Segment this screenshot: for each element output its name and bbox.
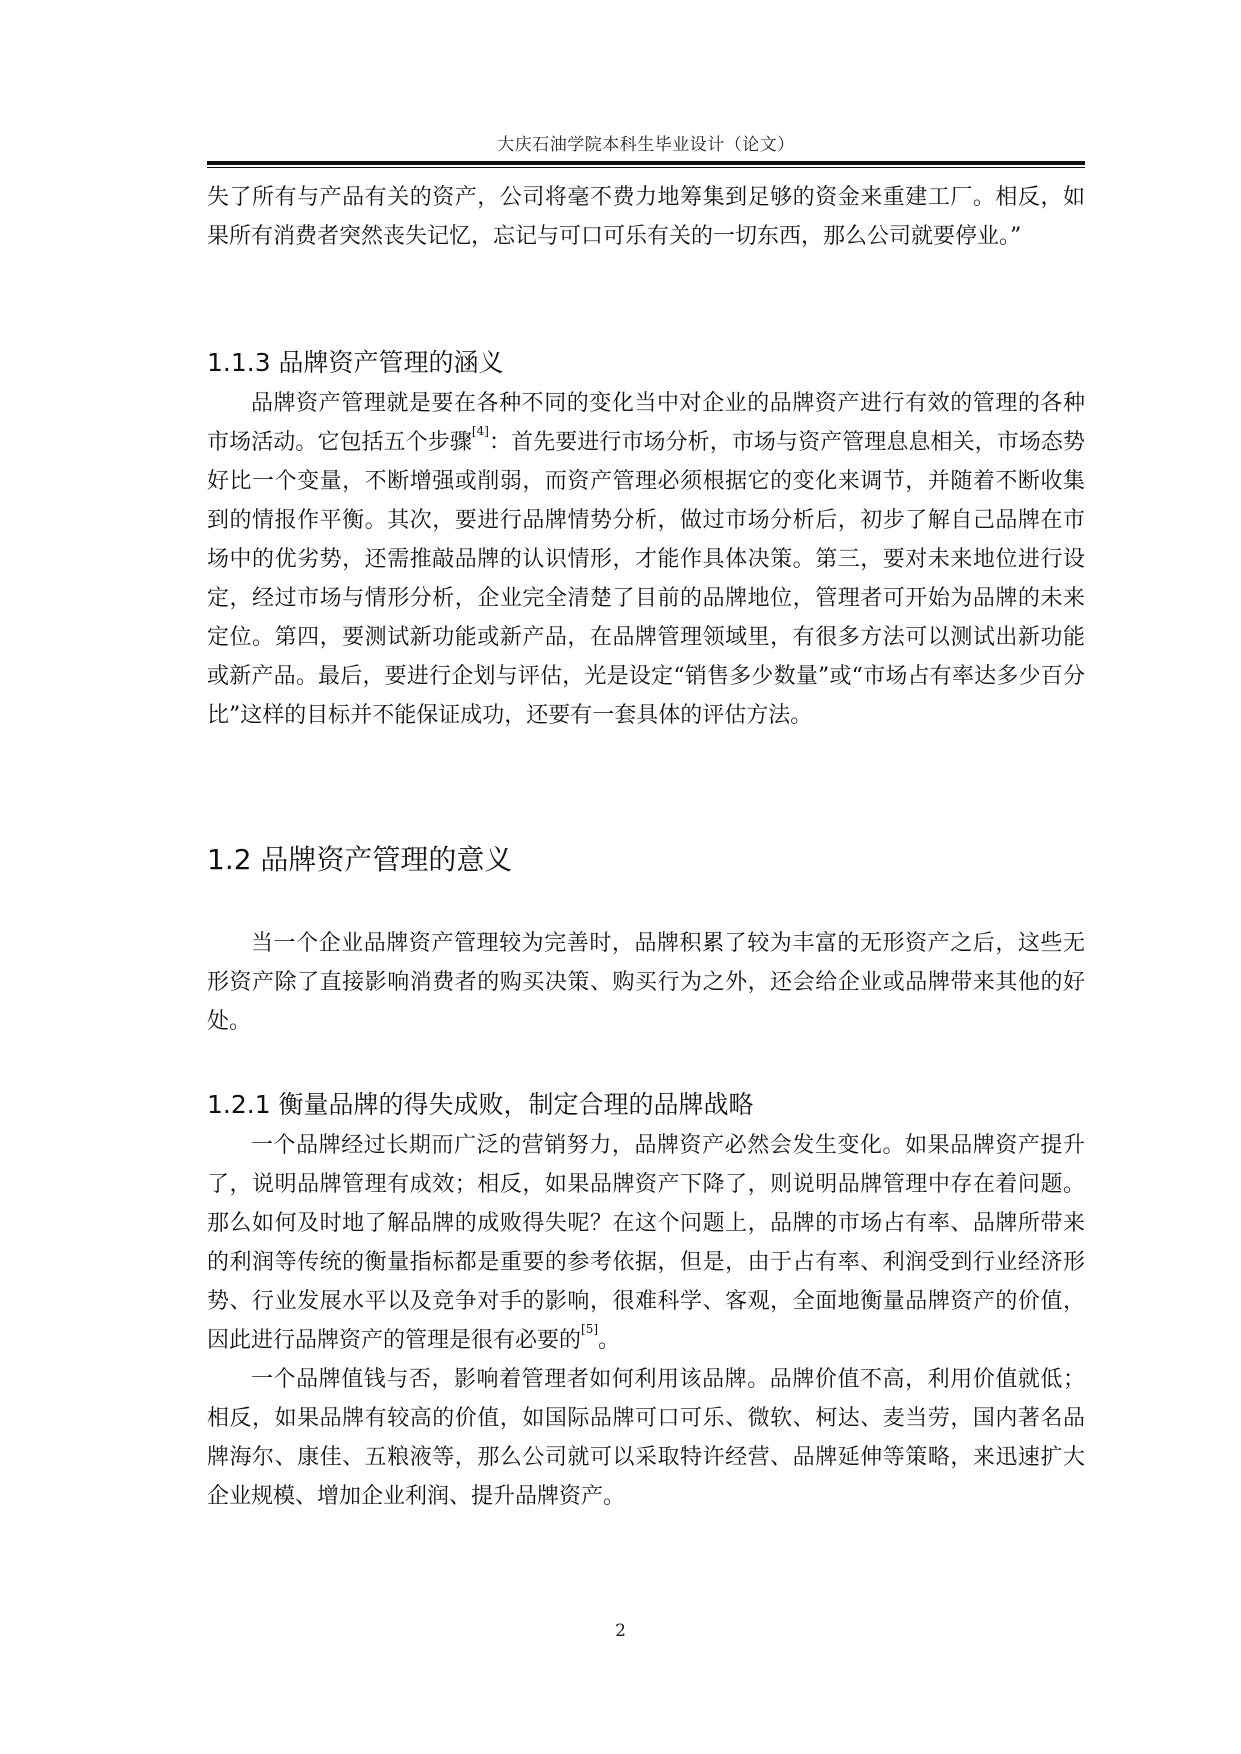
- section-1-2-1-paragraph-1: [207, 1126, 1085, 1360]
- citation-ref-5: [5]: [581, 1322, 599, 1336]
- page-number: 2: [615, 1621, 626, 1641]
- continued-paragraph-block: [207, 178, 1085, 256]
- section-1-2-1-paragraph-2: 一个品牌值钱与否，影响着管理者如何利用该品牌。品牌价值不高，利用价值就低；相反，如果品牌有较高的价值，如国际品牌可口可乐、微软、柯达、麦当劳，国内著名品牌海尔、康佳、五粮液等，那么公司就可以采取特许经营、品牌延伸等策略，来迅速扩大企业规模、增加企业利润、提升品牌资产。: [207, 1367, 1085, 1509]
- section-heading-1-1-3: 1.1.3 品牌资产管理的涵义: [207, 348, 504, 377]
- header-rule-thick: [207, 161, 1085, 165]
- header-rule-thin: [207, 167, 1085, 168]
- section-heading-1-2-1: 1.2.1 衡量品牌的得失成败，制定合理的品牌战略: [207, 1090, 754, 1119]
- section-1-2-1-p1-end: 。: [598, 1328, 621, 1353]
- section-1-1-3: [207, 346, 1085, 735]
- continued-paragraph: 失了所有与产品有关的资产，公司将毫不费力地筹集到足够的资金来重建工厂。相反，如果所有消费者突然丧失记忆，忘记与可口可乐有关的一切东西，那么公司就要停业。”: [207, 185, 1085, 249]
- section-1-1-3-text-a: 品牌资产管理就是要在各种不同的变化当中对企业的品牌资产进行有效的管理的各种市场活动。它包括五个步骤: [207, 391, 1085, 455]
- section-1-1-3-text-b: ：首先要进行市场分析，市场与资产管理息息相关，市场态势好比一个变量，不断增强或削弱，而资产管理必须根据它的变化来调节，并随着不断收集到的情报作平衡。其次，要进行品牌情势分析，做过市场分析后，初步了解自己品牌在市场中的优劣势，还需推敲品牌的认识情形，才能作具体决策。第三，要对未来地位进行设定，经过市场与情形分析，企业完全清楚了目前的品牌地位，管理者可开始为品牌的未来定位。第四，要测试新功能或新产品，在品牌管理领域里，有很多方法可以测试出新功能或新产品。最后，要进行企划与评估，光是设定“销售多少数量”或“市场占有率达多少百分比”这样的目标并不能保证成功，还要有一套具体的评估方法。: [207, 430, 1085, 728]
- section-1-2-1-p1-text: 一个品牌经过长期而广泛的营销努力，品牌资产必然会发生变化。如果品牌资产提升了，说明品牌管理有成效；相反，如果品牌资产下降了，则说明品牌管理中存在着问题。那么如何及时地了解品牌的成败得失呢？在这个问题上，品牌的市场占有率、品牌所带来的利润等传统的衡量指标都是重要的参考依据，但是，由于占有率、利润受到行业经济形势、行业发展水平以及竞争对手的影响，很难科学、客观，全面地衡量品牌资产的价值，因此进行品牌资产的管理是很有必要的: [207, 1133, 1085, 1353]
- citation-ref-4: [4]: [471, 424, 489, 438]
- page-header-title: 大庆石油学院本科生毕业设计（论文）: [497, 135, 795, 155]
- section-1-2: [207, 841, 1085, 1041]
- section-1-1-3-paragraph: [207, 384, 1085, 735]
- section-1-2-paragraph: 当一个企业品牌资产管理较为完善时，品牌积累了较为丰富的无形资产之后，这些无形资产除了直接影响消费者的购买决策、购买行为之外，还会给企业或品牌带来其他的好处。: [207, 931, 1085, 1034]
- section-1-2-1: [207, 1088, 1085, 1516]
- section-heading-1-2: 1.2 品牌资产管理的意义: [207, 843, 513, 876]
